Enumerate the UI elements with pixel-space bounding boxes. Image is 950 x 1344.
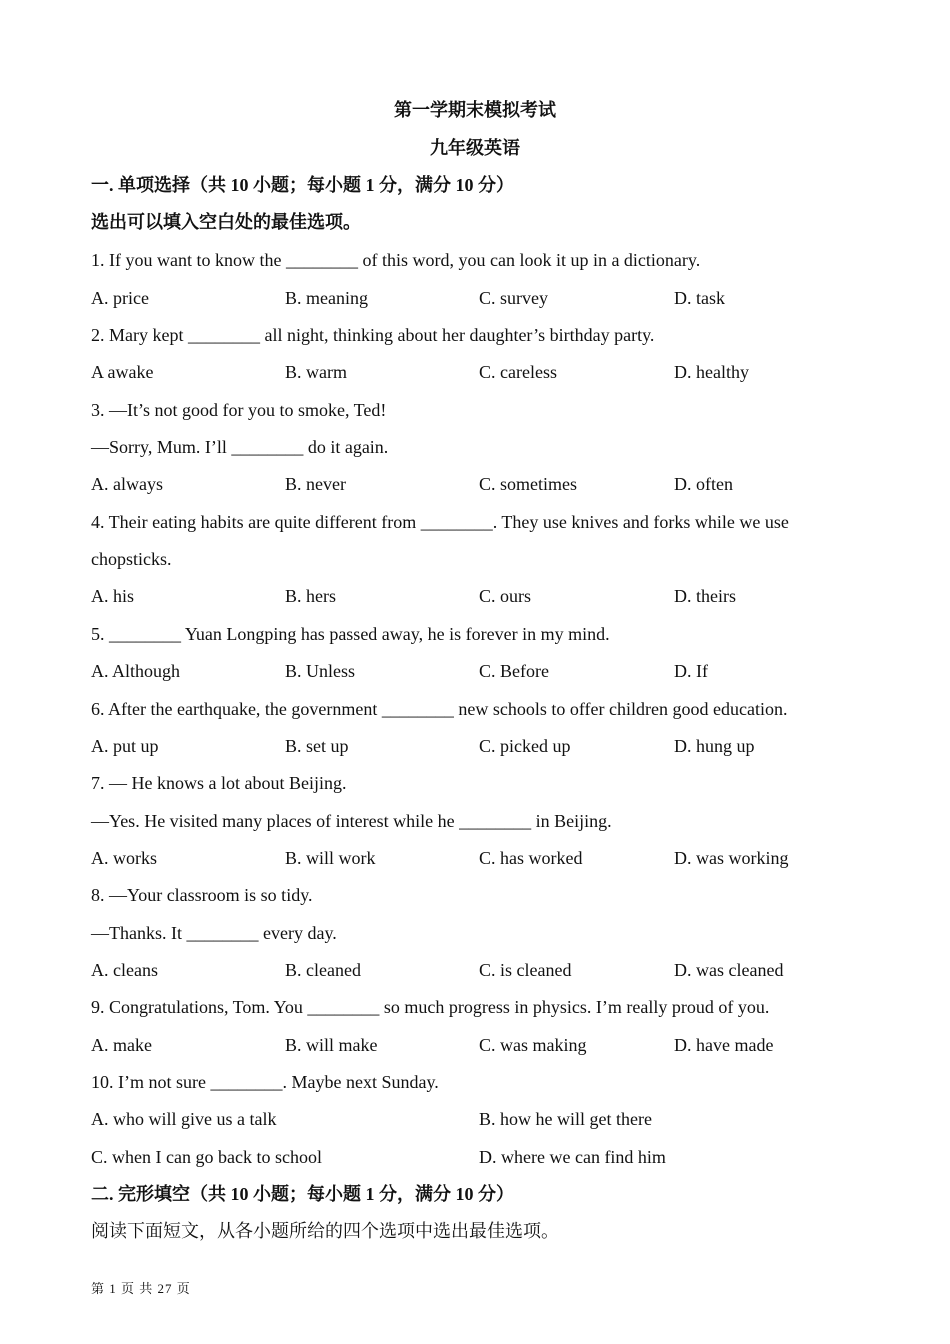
section1-heading: 一. 单项选择（共 10 小题；每小题 1 分，满分 10 分）	[91, 175, 514, 195]
question-4-text: 4. Their eating habits are quite different from ________. They use knives and forks while we use	[91, 512, 789, 532]
question-5-text: 5. ________ Yuan Longping has passed away, he is forever in my mind.	[91, 624, 610, 644]
question-6-option-a: A. put up	[91, 736, 159, 756]
question-10-option-a: A. who will give us a talk	[91, 1109, 277, 1129]
question-5-option-a: A. Although	[91, 661, 181, 681]
question-9-option-c: C. was making	[479, 1035, 587, 1055]
question-5-option-b: B. Unless	[285, 661, 356, 681]
question-5-option-c: C. Before	[479, 661, 549, 681]
question-6-option-c: C. picked up	[479, 736, 571, 756]
question-8-option-b: B. cleaned	[285, 960, 361, 980]
question-7-text-line2: —Yes. He visited many places of interest while he ________ in Beijing.	[91, 811, 612, 831]
section1-instruction: 选出可以填入空白处的最佳选项。	[91, 212, 361, 232]
section2-instruction: 阅读下面短文，从各小题所给的四个选项中选出最佳选项。	[91, 1221, 559, 1241]
question-2-option-c: C. careless	[479, 362, 557, 382]
question-6-option-b: B. set up	[285, 736, 349, 756]
question-1-text: 1. If you want to know the ________ of this word, you can look it up in a dictionary.	[91, 250, 701, 270]
question-9-option-d: D. have made	[674, 1035, 774, 1055]
question-4-option-d: D. theirs	[674, 586, 736, 606]
question-3-option-a: A. always	[91, 474, 163, 494]
question-2-option-b: B. warm	[285, 362, 347, 382]
question-3-text: 3. —It’s not good for you to smoke, Ted!	[91, 400, 387, 420]
question-9-option-b: B. will make	[285, 1035, 378, 1055]
question-6-text: 6. After the earthquake, the government ________ new schools to offer children good education.	[91, 699, 788, 719]
question-7-text: 7. — He knows a lot about Beijing.	[91, 773, 347, 793]
section2-heading: 二. 完形填空（共 10 小题；每小题 1 分，满分 10 分）	[91, 1184, 514, 1204]
exam-title: 第一学期末模拟考试	[394, 100, 556, 120]
question-9-text: 9. Congratulations, Tom. You ________ so much progress in physics. I’m really proud of you.	[91, 997, 770, 1017]
question-1-option-a: A. price	[91, 288, 149, 308]
question-8-text: 8. —Your classroom is so tidy.	[91, 885, 313, 905]
question-4-option-b: B. hers	[285, 586, 336, 606]
question-6-option-d: D. hung up	[674, 736, 755, 756]
question-10-option-c: C. when I can go back to school	[91, 1147, 322, 1167]
question-4-option-c: C. ours	[479, 586, 532, 606]
question-1-option-c: C. survey	[479, 288, 548, 308]
question-2-option-a: A awake	[91, 362, 154, 382]
question-3-text-line2: —Sorry, Mum. I’ll ________ do it again.	[91, 437, 389, 457]
page-number: 第 1 页 共 27 页	[91, 1281, 191, 1296]
question-9-option-a: A. make	[91, 1035, 152, 1055]
question-3-option-b: B. never	[285, 474, 346, 494]
question-7-option-a: A. works	[91, 848, 157, 868]
question-8-option-c: C. is cleaned	[479, 960, 572, 980]
question-8-text-line2: —Thanks. It ________ every day.	[91, 923, 337, 943]
question-2-option-d: D. healthy	[674, 362, 749, 382]
question-5-option-d: D. If	[674, 661, 708, 681]
question-3-option-c: C. sometimes	[479, 474, 577, 494]
question-10-option-b: B. how he will get there	[479, 1109, 652, 1129]
question-2-text: 2. Mary kept ________ all night, thinking about her daughter’s birthday party.	[91, 325, 655, 345]
question-8-option-d: D. was cleaned	[674, 960, 784, 980]
question-7-option-d: D. was working	[674, 848, 789, 868]
question-7-option-b: B. will work	[285, 848, 376, 868]
exam-subtitle: 九年级英语	[430, 138, 520, 158]
question-7-option-c: C. has worked	[479, 848, 583, 868]
question-10-option-d: D. where we can find him	[479, 1147, 666, 1167]
question-1-option-d: D. task	[674, 288, 725, 308]
question-1-option-b: B. meaning	[285, 288, 368, 308]
question-4-text-line2: chopsticks.	[91, 549, 172, 569]
question-3-option-d: D. often	[674, 474, 733, 494]
question-4-option-a: A. his	[91, 586, 135, 606]
question-10-text: 10. I’m not sure ________. Maybe next Sunday.	[91, 1072, 439, 1092]
question-8-option-a: A. cleans	[91, 960, 158, 980]
